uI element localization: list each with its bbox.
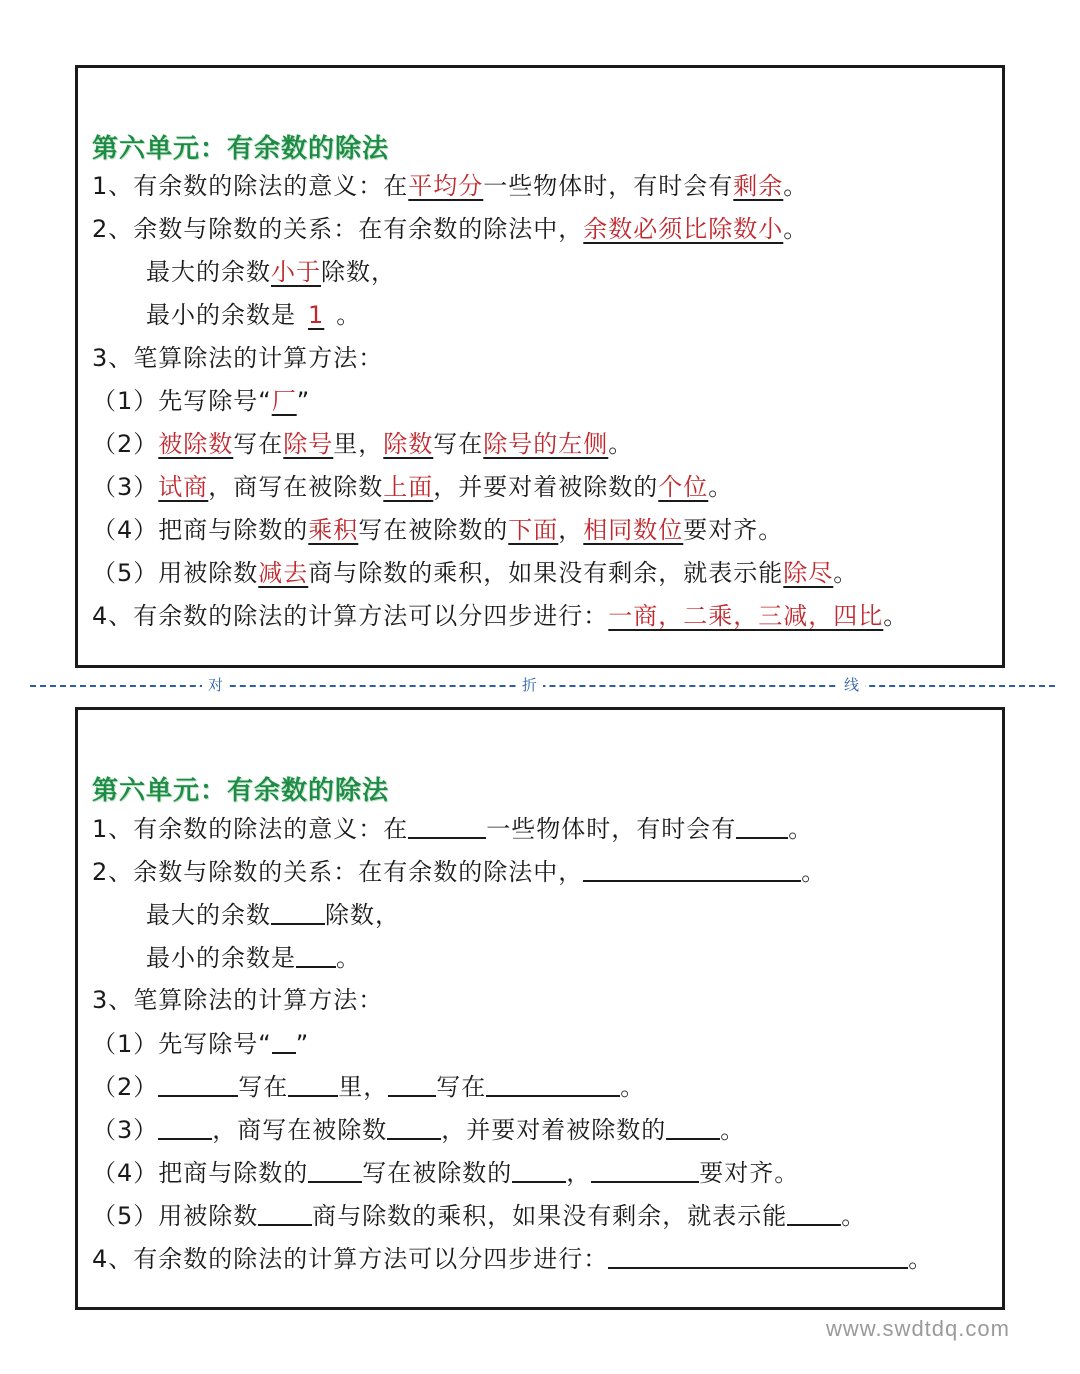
answer: 除尽: [783, 559, 834, 587]
text: 要对齐。: [683, 516, 784, 544]
step-3: [92, 1114, 745, 1145]
step-2: [92, 429, 633, 459]
answer: 除号的左侧: [483, 430, 609, 458]
text: 最小的余数是: [146, 301, 296, 329]
text: 最大的余数: [146, 901, 271, 929]
text: 一些物体时，有时会有: [483, 172, 734, 200]
blank[interactable]: [387, 1114, 441, 1140]
text: 。: [608, 430, 634, 458]
step-1: [92, 386, 310, 416]
text: 2、余数与除数的关系：在有余数的除法中，: [92, 858, 584, 886]
text: （5）用被除数: [92, 1202, 259, 1230]
text: 里，: [333, 430, 384, 458]
blank-card: [75, 707, 1005, 1310]
item-1: [92, 813, 813, 844]
item-3: 3、笔算除法的计算方法：: [92, 344, 384, 372]
card-title: 第六单元：有余数的除法: [92, 134, 390, 164]
text: 1、有余数的除法的意义：在: [92, 815, 409, 843]
blank[interactable]: [308, 1157, 362, 1183]
text: 里，: [338, 1073, 389, 1101]
text: 商与除数的乘积，如果没有剩余，就表示能: [312, 1202, 788, 1230]
text: 1、有余数的除法的意义：在: [92, 172, 409, 200]
text: （1）先写除号“: [92, 1030, 272, 1058]
blank[interactable]: [787, 1200, 841, 1226]
step-4: [92, 1157, 799, 1188]
text: ，: [558, 516, 584, 544]
answer: 减去: [258, 559, 309, 587]
blank[interactable]: [296, 942, 336, 968]
blank[interactable]: [591, 1157, 699, 1183]
text: （3）: [92, 1116, 159, 1144]
answer: 平均分: [408, 172, 484, 200]
blank[interactable]: [666, 1114, 720, 1140]
text: 商与除数的乘积，如果没有剩余，就表示能: [308, 559, 784, 587]
fold-label: 线: [838, 674, 865, 695]
text: 。: [336, 301, 362, 329]
blank[interactable]: [408, 813, 486, 839]
item-3: 3、笔算除法的计算方法：: [92, 986, 384, 1014]
watermark: www.swdtdq.com: [826, 1316, 1010, 1341]
text: （2）: [92, 430, 159, 458]
text: ”: [296, 387, 311, 415]
text: 写在: [233, 430, 284, 458]
fold-label: 对: [202, 674, 229, 695]
text: 除数，: [325, 901, 400, 929]
text: 。: [620, 1073, 646, 1101]
answer: 厂: [271, 387, 297, 415]
text: 一些物体时，有时会有: [486, 815, 737, 843]
text: 写在: [238, 1073, 289, 1101]
text: 。: [783, 172, 809, 200]
text: 2、余数与除数的关系：在有余数的除法中，: [92, 215, 584, 243]
text: （2）: [92, 1073, 159, 1101]
text: 最小的余数是: [146, 944, 296, 972]
step-1: [92, 1028, 309, 1059]
answer: 试商: [158, 473, 209, 501]
step-2: [92, 1071, 645, 1102]
text: 。: [708, 473, 734, 501]
text: 。: [908, 1245, 934, 1273]
answer: 除数: [383, 430, 434, 458]
text: ，并要对着被除数的: [433, 473, 659, 501]
step-4: [92, 515, 783, 545]
item-2-min: [146, 300, 361, 330]
text: ，商写在被除数: [208, 473, 384, 501]
text: ，并要对着被除数的: [441, 1116, 667, 1144]
text: 写在被除数的: [358, 516, 509, 544]
fold-label: 折: [516, 674, 543, 695]
answer: 余数必须比除数小: [583, 215, 784, 243]
text: 4、有余数的除法的计算方法可以分四步进行：: [92, 602, 609, 630]
answer: 下面: [508, 516, 559, 544]
blank[interactable]: [271, 899, 325, 925]
blank[interactable]: [486, 1071, 620, 1097]
text: 。: [783, 215, 809, 243]
item-2: [92, 214, 808, 244]
blank[interactable]: [158, 1071, 238, 1097]
item-4: [92, 1243, 933, 1274]
text: 。: [788, 815, 814, 843]
item-1: [92, 171, 808, 201]
text: 。: [336, 944, 361, 972]
item-4: [92, 601, 908, 631]
card-title: 第六单元：有余数的除法: [92, 776, 390, 806]
text: 写在: [433, 430, 484, 458]
answer: 被除数: [158, 430, 234, 458]
step-5: [92, 558, 858, 588]
text: 。: [833, 559, 859, 587]
text: ”: [295, 1030, 310, 1058]
blank[interactable]: [258, 1200, 312, 1226]
answer-card: [75, 65, 1005, 668]
answer: 除号: [283, 430, 334, 458]
text: （5）用被除数: [92, 559, 259, 587]
text: 。: [720, 1116, 746, 1144]
text: 写在: [436, 1073, 487, 1101]
item-2-min: [146, 942, 361, 973]
step-3: [92, 472, 733, 502]
text: ，商写在被除数: [212, 1116, 388, 1144]
text: 。: [841, 1202, 867, 1230]
text: 。: [801, 858, 827, 886]
text: 要对齐。: [699, 1159, 800, 1187]
blank[interactable]: [512, 1157, 566, 1183]
answer: 小于: [271, 258, 321, 286]
answer: 相同数位: [583, 516, 684, 544]
item-2-max: [146, 257, 396, 287]
blank[interactable]: [388, 1071, 436, 1097]
answer: 个位: [658, 473, 709, 501]
text: 4、有余数的除法的计算方法可以分四步进行：: [92, 1245, 609, 1273]
text: 写在被除数的: [362, 1159, 513, 1187]
blank[interactable]: [736, 813, 788, 839]
text: 。: [883, 602, 909, 630]
text: 除数，: [321, 258, 396, 286]
text: （1）先写除号“: [92, 387, 272, 415]
blank[interactable]: [158, 1114, 212, 1140]
answer: 一商，二乘，三减，四比: [608, 602, 884, 630]
text: （4）把商与除数的: [92, 516, 309, 544]
answer: 上面: [383, 473, 434, 501]
answer: 剩余: [733, 172, 784, 200]
blank[interactable]: [272, 1028, 296, 1054]
text: （4）把商与除数的: [92, 1159, 309, 1187]
blank[interactable]: [608, 1243, 908, 1269]
blank[interactable]: [288, 1071, 338, 1097]
item-2-max: [146, 899, 400, 930]
answer: 乘积: [308, 516, 359, 544]
step-5: [92, 1200, 866, 1231]
answer: 1: [308, 301, 325, 329]
text: （3）: [92, 473, 159, 501]
item-2: [92, 856, 826, 887]
blank[interactable]: [583, 856, 801, 882]
text: 最大的余数: [146, 258, 271, 286]
text: ，: [566, 1159, 592, 1187]
